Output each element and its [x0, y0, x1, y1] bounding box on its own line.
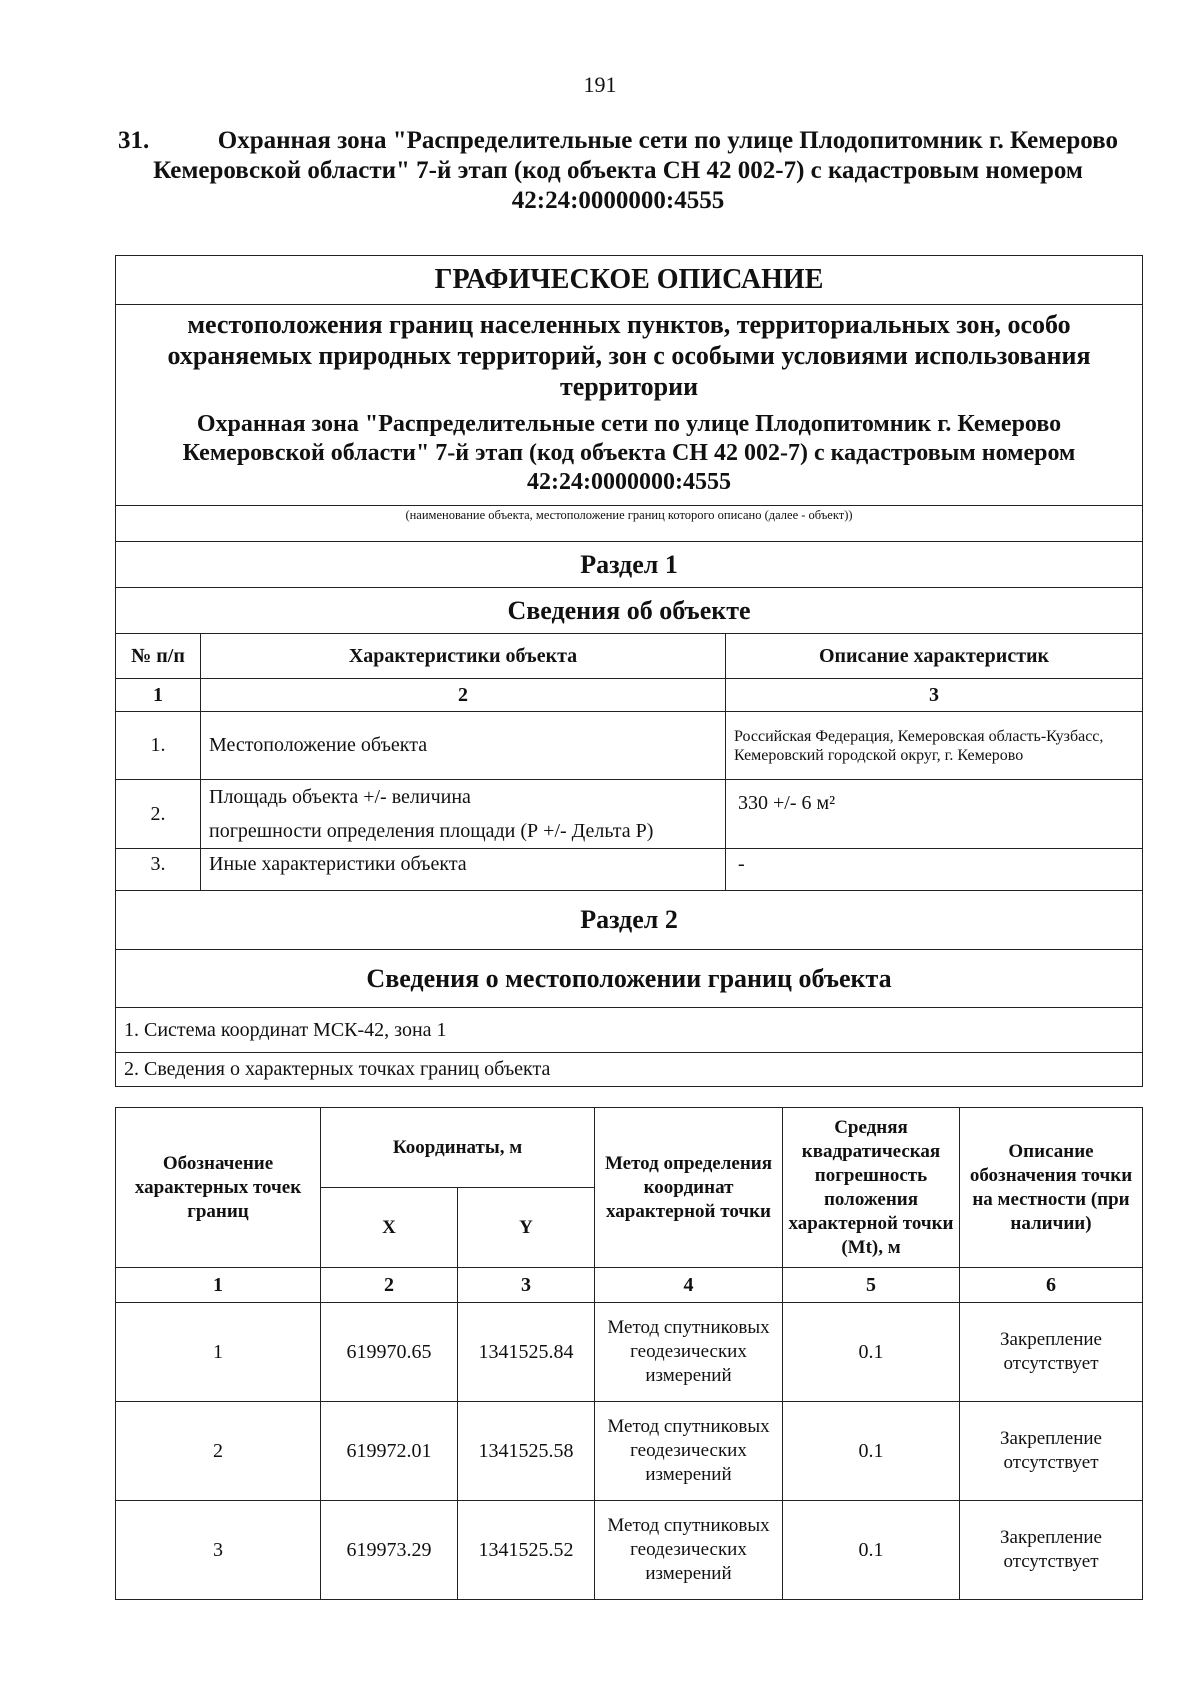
form-subtitle-line: территории	[559, 372, 699, 401]
header-designation: Обозначение характерных точек границ	[116, 1108, 321, 1268]
section2-title: Раздел 2	[116, 891, 1143, 950]
points-table	[115, 1107, 1143, 1600]
points-title: 2. Сведения о характерных точках границ объекта	[116, 1053, 1143, 1087]
table-row	[116, 1303, 1143, 1402]
point-y: 1341525.52	[458, 1501, 595, 1600]
point-id: 1	[116, 1303, 321, 1402]
heading-line-3: 42:24:0000000:4555	[511, 187, 725, 214]
object-name-line: 42:24:0000000:4555	[527, 469, 731, 495]
point-method: Метод спутниковых геодезических измерений	[595, 1501, 783, 1600]
row-number: 2.	[116, 780, 201, 849]
header-characteristics: Характеристики объекта	[201, 634, 726, 679]
table-row	[116, 849, 1143, 891]
row-description: 330 +/- 6 м²	[726, 780, 1143, 849]
index-cell: 6	[960, 1268, 1143, 1303]
point-method: Метод спутниковых геодезических измерений	[595, 1303, 783, 1402]
header-x: X	[321, 1188, 458, 1268]
point-description: Закрепление отсутствует	[960, 1402, 1143, 1501]
point-description: Закрепление отсутствует	[960, 1501, 1143, 1600]
object-caption: (наименование объекта, местоположение границ которого описано (далее - объект))	[116, 506, 1143, 542]
index-cell: 3	[458, 1268, 595, 1303]
row-description: Российская Федерация, Кемеровская область-Кузбасс, Кемеровский городской округ, г. Кемерово	[726, 712, 1143, 780]
form-table	[115, 255, 1143, 1087]
coordinate-system: 1. Система координат МСК-42, зона 1	[116, 1008, 1143, 1053]
form-subtitle-line: охраняемых природных территорий, зон с особыми условиями использования	[167, 341, 1091, 370]
point-x: 619973.29	[321, 1501, 458, 1600]
row-number: 3.	[116, 849, 201, 891]
section1-subtitle: Сведения об объекте	[116, 588, 1143, 634]
heading-line-2: Кемеровской области" 7-й этап (код объекта СН 42 002-7) с кадастровым номером	[153, 157, 1083, 184]
header-coordinates: Координаты, м	[321, 1108, 595, 1188]
point-x: 619970.65	[321, 1303, 458, 1402]
row-characteristic-line: Площадь объекта +/- величина	[209, 786, 471, 808]
object-name	[116, 406, 1143, 506]
form-subtitle	[116, 305, 1143, 407]
index-cell: 4	[595, 1268, 783, 1303]
header-error: Средняя квадратическая погрешность положения характерной точки (Mt), м	[783, 1108, 960, 1268]
point-error: 0.1	[783, 1501, 960, 1600]
point-error: 0.1	[783, 1303, 960, 1402]
header-method: Метод определения координат характерной точки	[595, 1108, 783, 1268]
form-title: ГРАФИЧЕСКОЕ ОПИСАНИЕ	[116, 256, 1143, 305]
table-row	[116, 712, 1143, 780]
table-row	[116, 1501, 1143, 1600]
header-y: Y	[458, 1188, 595, 1268]
section2-subtitle: Сведения о местоположении границ объекта	[116, 950, 1143, 1008]
point-method: Метод спутниковых геодезических измерений	[595, 1402, 783, 1501]
point-description: Закрепление отсутствует	[960, 1303, 1143, 1402]
section1-title: Раздел 1	[116, 542, 1143, 588]
index-cell: 2	[201, 679, 726, 712]
point-x: 619972.01	[321, 1402, 458, 1501]
row-characteristic: Иные характеристики объекта	[201, 849, 726, 891]
point-y: 1341525.84	[458, 1303, 595, 1402]
index-cell: 1	[116, 679, 201, 712]
point-error: 0.1	[783, 1402, 960, 1501]
object-name-line: Охранная зона "Распределительные сети по улице Плодопитомник г. Кемерово	[196, 411, 1062, 437]
row-number: 1.	[116, 712, 201, 780]
object-name-line: Кемеровской области" 7-й этап (код объекта СН 42 002-7) с кадастровым номером	[182, 440, 1076, 466]
index-cell: 3	[726, 679, 1143, 712]
index-cell: 2	[321, 1268, 458, 1303]
point-id: 2	[116, 1402, 321, 1501]
heading-number: 31.	[118, 127, 150, 154]
point-y: 1341525.58	[458, 1402, 595, 1501]
header-num: № п/п	[116, 634, 201, 679]
point-id: 3	[116, 1501, 321, 1600]
row-characteristic	[201, 780, 726, 849]
document-heading	[118, 126, 1118, 216]
index-cell: 5	[783, 1268, 960, 1303]
header-description: Описание характеристик	[726, 634, 1143, 679]
row-description: -	[726, 849, 1143, 891]
table-row	[116, 1402, 1143, 1501]
row-characteristic: Местоположение объекта	[201, 712, 726, 780]
page-number: 191	[583, 72, 617, 97]
form-subtitle-line: местоположения границ населенных пунктов, территориальных зон, особо	[187, 310, 1071, 339]
header-point-description: Описание обозначения точки на местности (при наличии)	[960, 1108, 1143, 1268]
row-characteristic-line: погрешности определения площади (Р +/- Дельта Р)	[209, 820, 654, 842]
heading-line-1: Охранная зона "Распределительные сети по улице Плодопитомник г. Кемерово	[217, 127, 1118, 154]
table-row	[116, 780, 1143, 849]
index-cell: 1	[116, 1268, 321, 1303]
